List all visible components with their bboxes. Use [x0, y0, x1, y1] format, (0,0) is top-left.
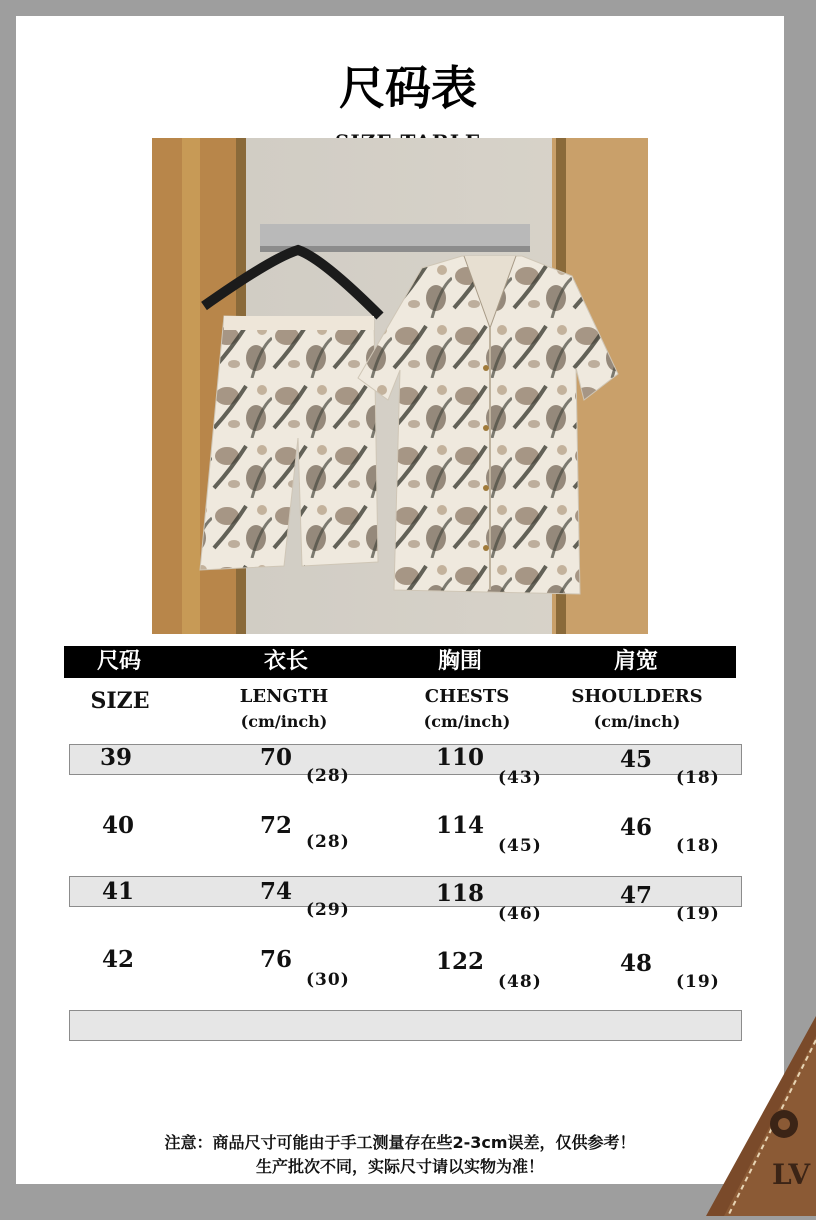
- header-chest-unit: (cm/inch): [423, 712, 511, 731]
- length-cm: 76: [260, 946, 293, 973]
- shoulder-cm: 46: [620, 814, 653, 841]
- size-value: 40: [102, 812, 135, 839]
- header-shoulder-unit: (cm/inch): [593, 712, 681, 731]
- chest-cm: 110: [436, 744, 485, 771]
- length-cm: 72: [260, 812, 293, 839]
- length-inch: (29): [306, 900, 350, 920]
- header-length-cn: 衣长: [263, 649, 308, 674]
- chest-inch: (46): [498, 904, 542, 924]
- chest-inch: (43): [498, 768, 542, 788]
- size-value: 41: [102, 878, 135, 905]
- table-row-empty: [69, 1010, 742, 1041]
- shoulder-cm: 45: [620, 746, 653, 773]
- shoulder-cm: 48: [620, 950, 653, 977]
- chest-inch: (45): [498, 836, 542, 856]
- shoulder-cm: 47: [620, 882, 653, 909]
- length-inch: (30): [306, 970, 350, 990]
- product-photo: [152, 138, 648, 634]
- chest-cm: 118: [436, 880, 485, 907]
- length-cm: 70: [260, 744, 293, 771]
- page-title-cn: 尺码表: [339, 61, 477, 115]
- header-size-en: SIZE: [90, 688, 150, 714]
- brand-logo-icon: [706, 1016, 816, 1216]
- chest-cm: 114: [436, 812, 485, 839]
- header-length-en: LENGTH: [239, 686, 329, 707]
- length-inch: (28): [306, 832, 350, 852]
- header-shoulder-cn: 肩宽: [613, 649, 658, 674]
- size-chart-page: [16, 16, 784, 1184]
- chest-cm: 122: [436, 948, 485, 975]
- brand-corner-badge: [706, 1016, 816, 1216]
- measurement-note: 注意：商品尺寸可能由于手工测量存在些2-3cm误差，仅供参考！: [164, 1133, 636, 1152]
- shoulder-inch: (18): [676, 768, 720, 788]
- header-chest-en: CHESTS: [424, 686, 510, 707]
- product-photo-illustration: [152, 138, 648, 634]
- batch-note: 生产批次不同，实际尺寸请以实物为准！: [255, 1157, 544, 1176]
- header-shoulder-en: SHOULDERS: [571, 686, 703, 707]
- table-header-bar: [64, 646, 736, 678]
- header-chest-cn: 胸围: [437, 649, 482, 674]
- size-value: 42: [102, 946, 135, 973]
- length-inch: (28): [306, 766, 350, 786]
- shoulder-inch: (18): [676, 836, 720, 856]
- size-value: 39: [100, 744, 133, 771]
- shoulder-inch: (19): [676, 904, 720, 924]
- header-length-unit: (cm/inch): [240, 712, 328, 731]
- chest-inch: (48): [498, 972, 542, 992]
- length-cm: 74: [260, 878, 293, 905]
- shoulder-inch: (19): [676, 972, 720, 992]
- header-size-cn: 尺码: [96, 649, 141, 674]
- badge-monogram: LV: [772, 1158, 811, 1191]
